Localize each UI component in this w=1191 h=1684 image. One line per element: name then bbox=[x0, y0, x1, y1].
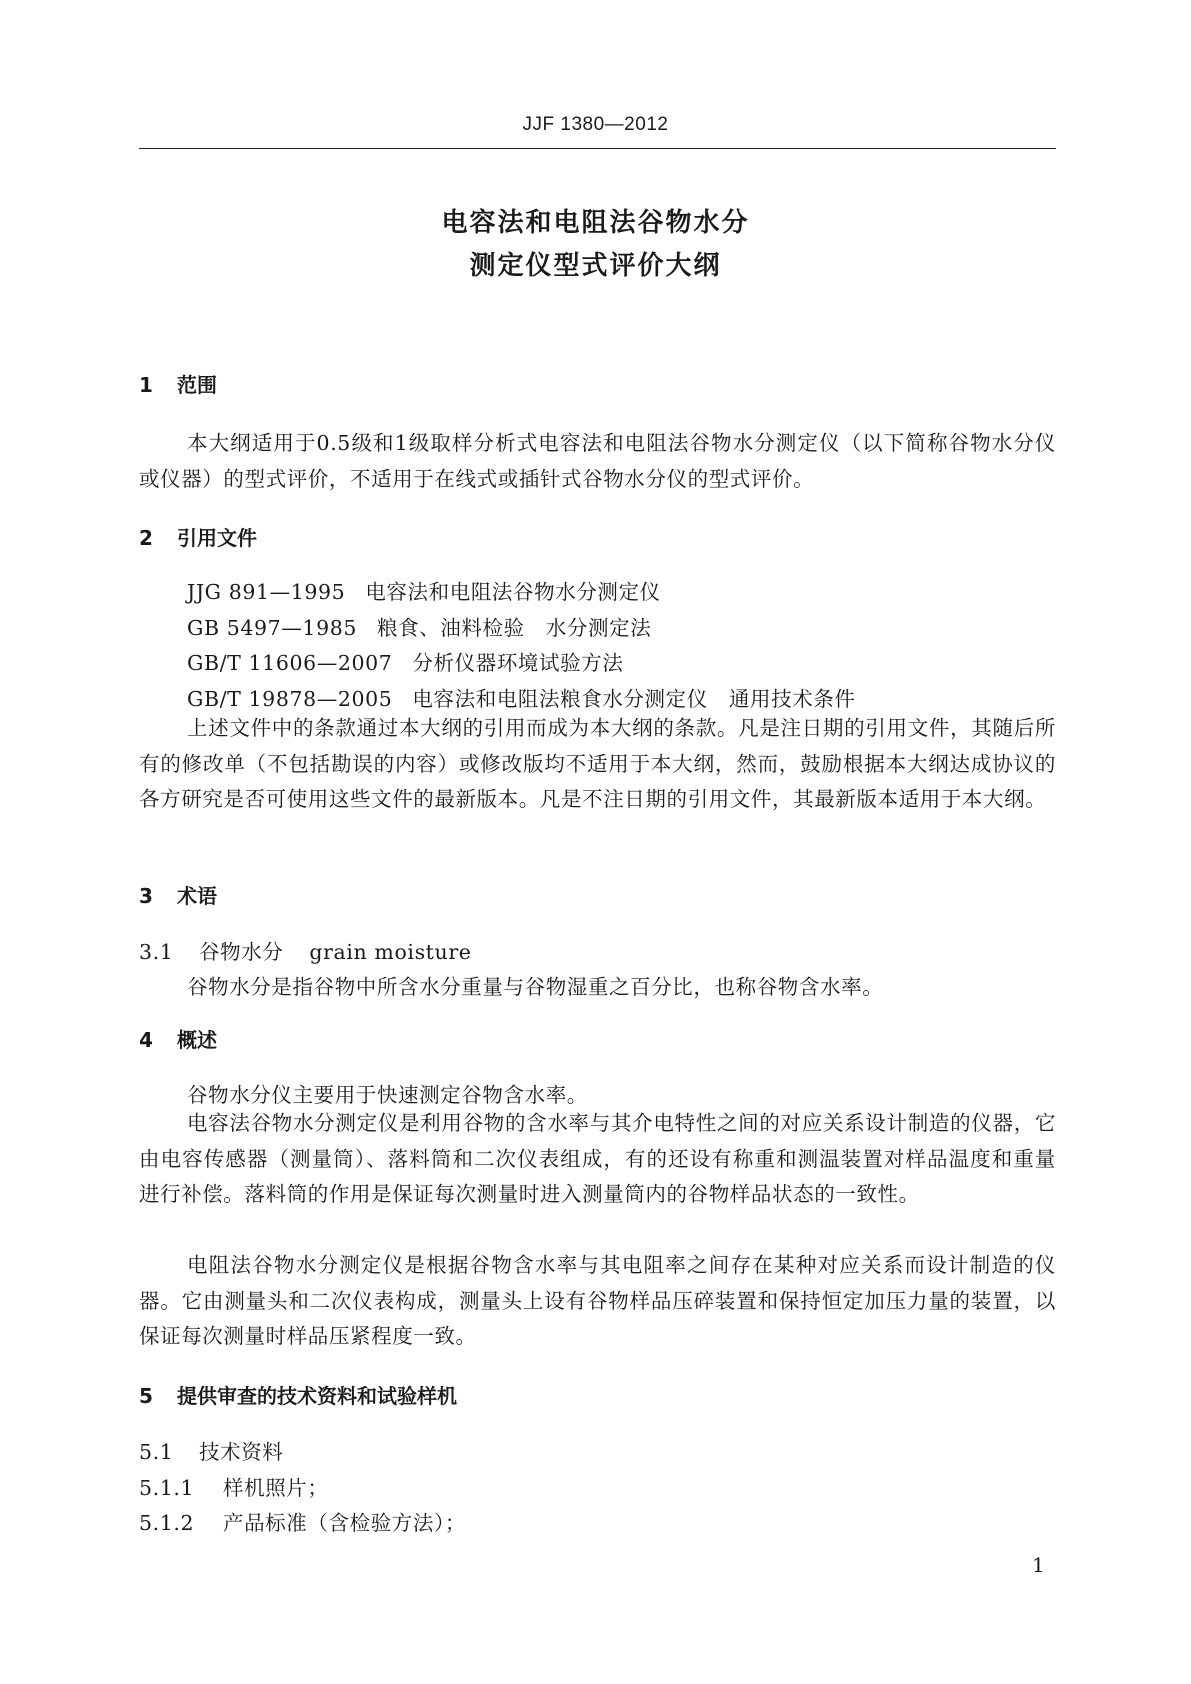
scope-paragraph: 本大纲适用于0.5级和1级取样分析式电容法和电阻法谷物水分测定仪（以下简称谷物水分仪或仪器）的型式评价，不适用于在线式或插针式谷物水分仪的型式评价。 bbox=[139, 431, 1056, 491]
subsection-item bbox=[139, 1435, 283, 1465]
subsection-text: 技术资料 bbox=[199, 1440, 284, 1464]
section-title: 概述 bbox=[177, 1028, 217, 1052]
subsection-number: 5.1.1 bbox=[139, 1476, 195, 1500]
document-code-header: JJF 1380—2012 bbox=[522, 114, 669, 135]
reference-code: GB/T 11606—2007 bbox=[187, 651, 393, 675]
subsection-text: 样机照片； bbox=[223, 1476, 329, 1500]
section-heading-terms bbox=[139, 880, 217, 909]
section-heading-technical-docs bbox=[139, 1380, 457, 1409]
subsection-item bbox=[139, 1471, 329, 1501]
section-heading-references bbox=[139, 522, 257, 551]
overview-paragraph-2: 电容法谷物水分测定仪是利用谷物的含水率与其介电特性之间的对应关系设计制造的仪器，它由电容传感器（测量筒）、落料筒和二次仪表组成，有的还设有称重和测温装置对样品温度和重量进行补偿。落料筒的作用是保证每次测量时进入测量筒内的谷物样品状态的一致性。 bbox=[139, 1111, 1056, 1206]
page-number: 1 bbox=[1032, 1553, 1045, 1577]
term-english: grain moisture bbox=[309, 940, 472, 964]
reference-code: JJG 891—1995 bbox=[187, 580, 346, 604]
section-number: 1 bbox=[139, 373, 153, 397]
reference-title: 电容法和电阻法粮食水分测定仪 通用技术条件 bbox=[412, 687, 856, 711]
section-heading-overview bbox=[139, 1024, 217, 1053]
term-number: 3.1 bbox=[139, 940, 174, 964]
section-title: 术语 bbox=[177, 884, 217, 908]
page-title-line-2: 测定仪型式评价大纲 bbox=[469, 251, 722, 281]
reference-item bbox=[187, 682, 856, 712]
subsection-number: 5.1 bbox=[139, 1440, 174, 1464]
subsection-item bbox=[139, 1506, 466, 1536]
reference-item bbox=[187, 575, 661, 605]
section-number: 4 bbox=[139, 1028, 153, 1052]
header-rule bbox=[139, 148, 1056, 149]
reference-title: 分析仪器环境试验方法 bbox=[412, 651, 624, 675]
reference-code: GB 5497—1985 bbox=[187, 616, 357, 640]
overview-paragraph-3: 电阻法谷物水分测定仪是根据谷物含水率与其电阻率之间存在某种对应关系而设计制造的仪器。它由测量头和二次仪表构成，测量头上设有谷物样品压碎装置和保持恒定加压力量的装置，以保证每次测量时样品压紧程度一致。 bbox=[139, 1253, 1056, 1348]
section-number: 2 bbox=[139, 526, 153, 550]
reference-item bbox=[187, 646, 623, 676]
overview-paragraph-1: 谷物水分仪主要用于快速测定谷物含水率。 bbox=[187, 1083, 588, 1107]
section-title: 提供审查的技术资料和试验样机 bbox=[177, 1384, 457, 1408]
reference-code: GB/T 19878—2005 bbox=[187, 687, 393, 711]
section-title: 范围 bbox=[177, 373, 217, 397]
references-paragraph: 上述文件中的条款通过本大纲的引用而成为本大纲的条款。凡是注日期的引用文件，其随后所有的修改单（不包括勘误的内容）或修改版均不适用于本大纲，然而，鼓励根据本大纲达成协议的各方研究是否可使用这些文件的最新版本。凡是不注日期的引用文件，其最新版本适用于本大纲。 bbox=[139, 716, 1056, 811]
section-number: 3 bbox=[139, 884, 153, 908]
term-definition: 谷物水分是指谷物中所含水分重量与谷物湿重之百分比，也称谷物含水率。 bbox=[187, 975, 884, 999]
section-number: 5 bbox=[139, 1384, 153, 1408]
page-title-line-1: 电容法和电阻法谷物水分 bbox=[441, 208, 750, 238]
section-title: 引用文件 bbox=[177, 526, 257, 550]
reference-item bbox=[187, 611, 651, 641]
reference-title: 粮食、油料检验 水分测定法 bbox=[377, 616, 652, 640]
term-heading bbox=[139, 935, 471, 965]
subsection-text: 产品标准（含检验方法）； bbox=[223, 1511, 466, 1535]
reference-title: 电容法和电阻法谷物水分测定仪 bbox=[365, 580, 661, 604]
subsection-number: 5.1.2 bbox=[139, 1511, 195, 1535]
term-chinese: 谷物水分 bbox=[199, 940, 284, 964]
section-heading-scope bbox=[139, 369, 217, 398]
